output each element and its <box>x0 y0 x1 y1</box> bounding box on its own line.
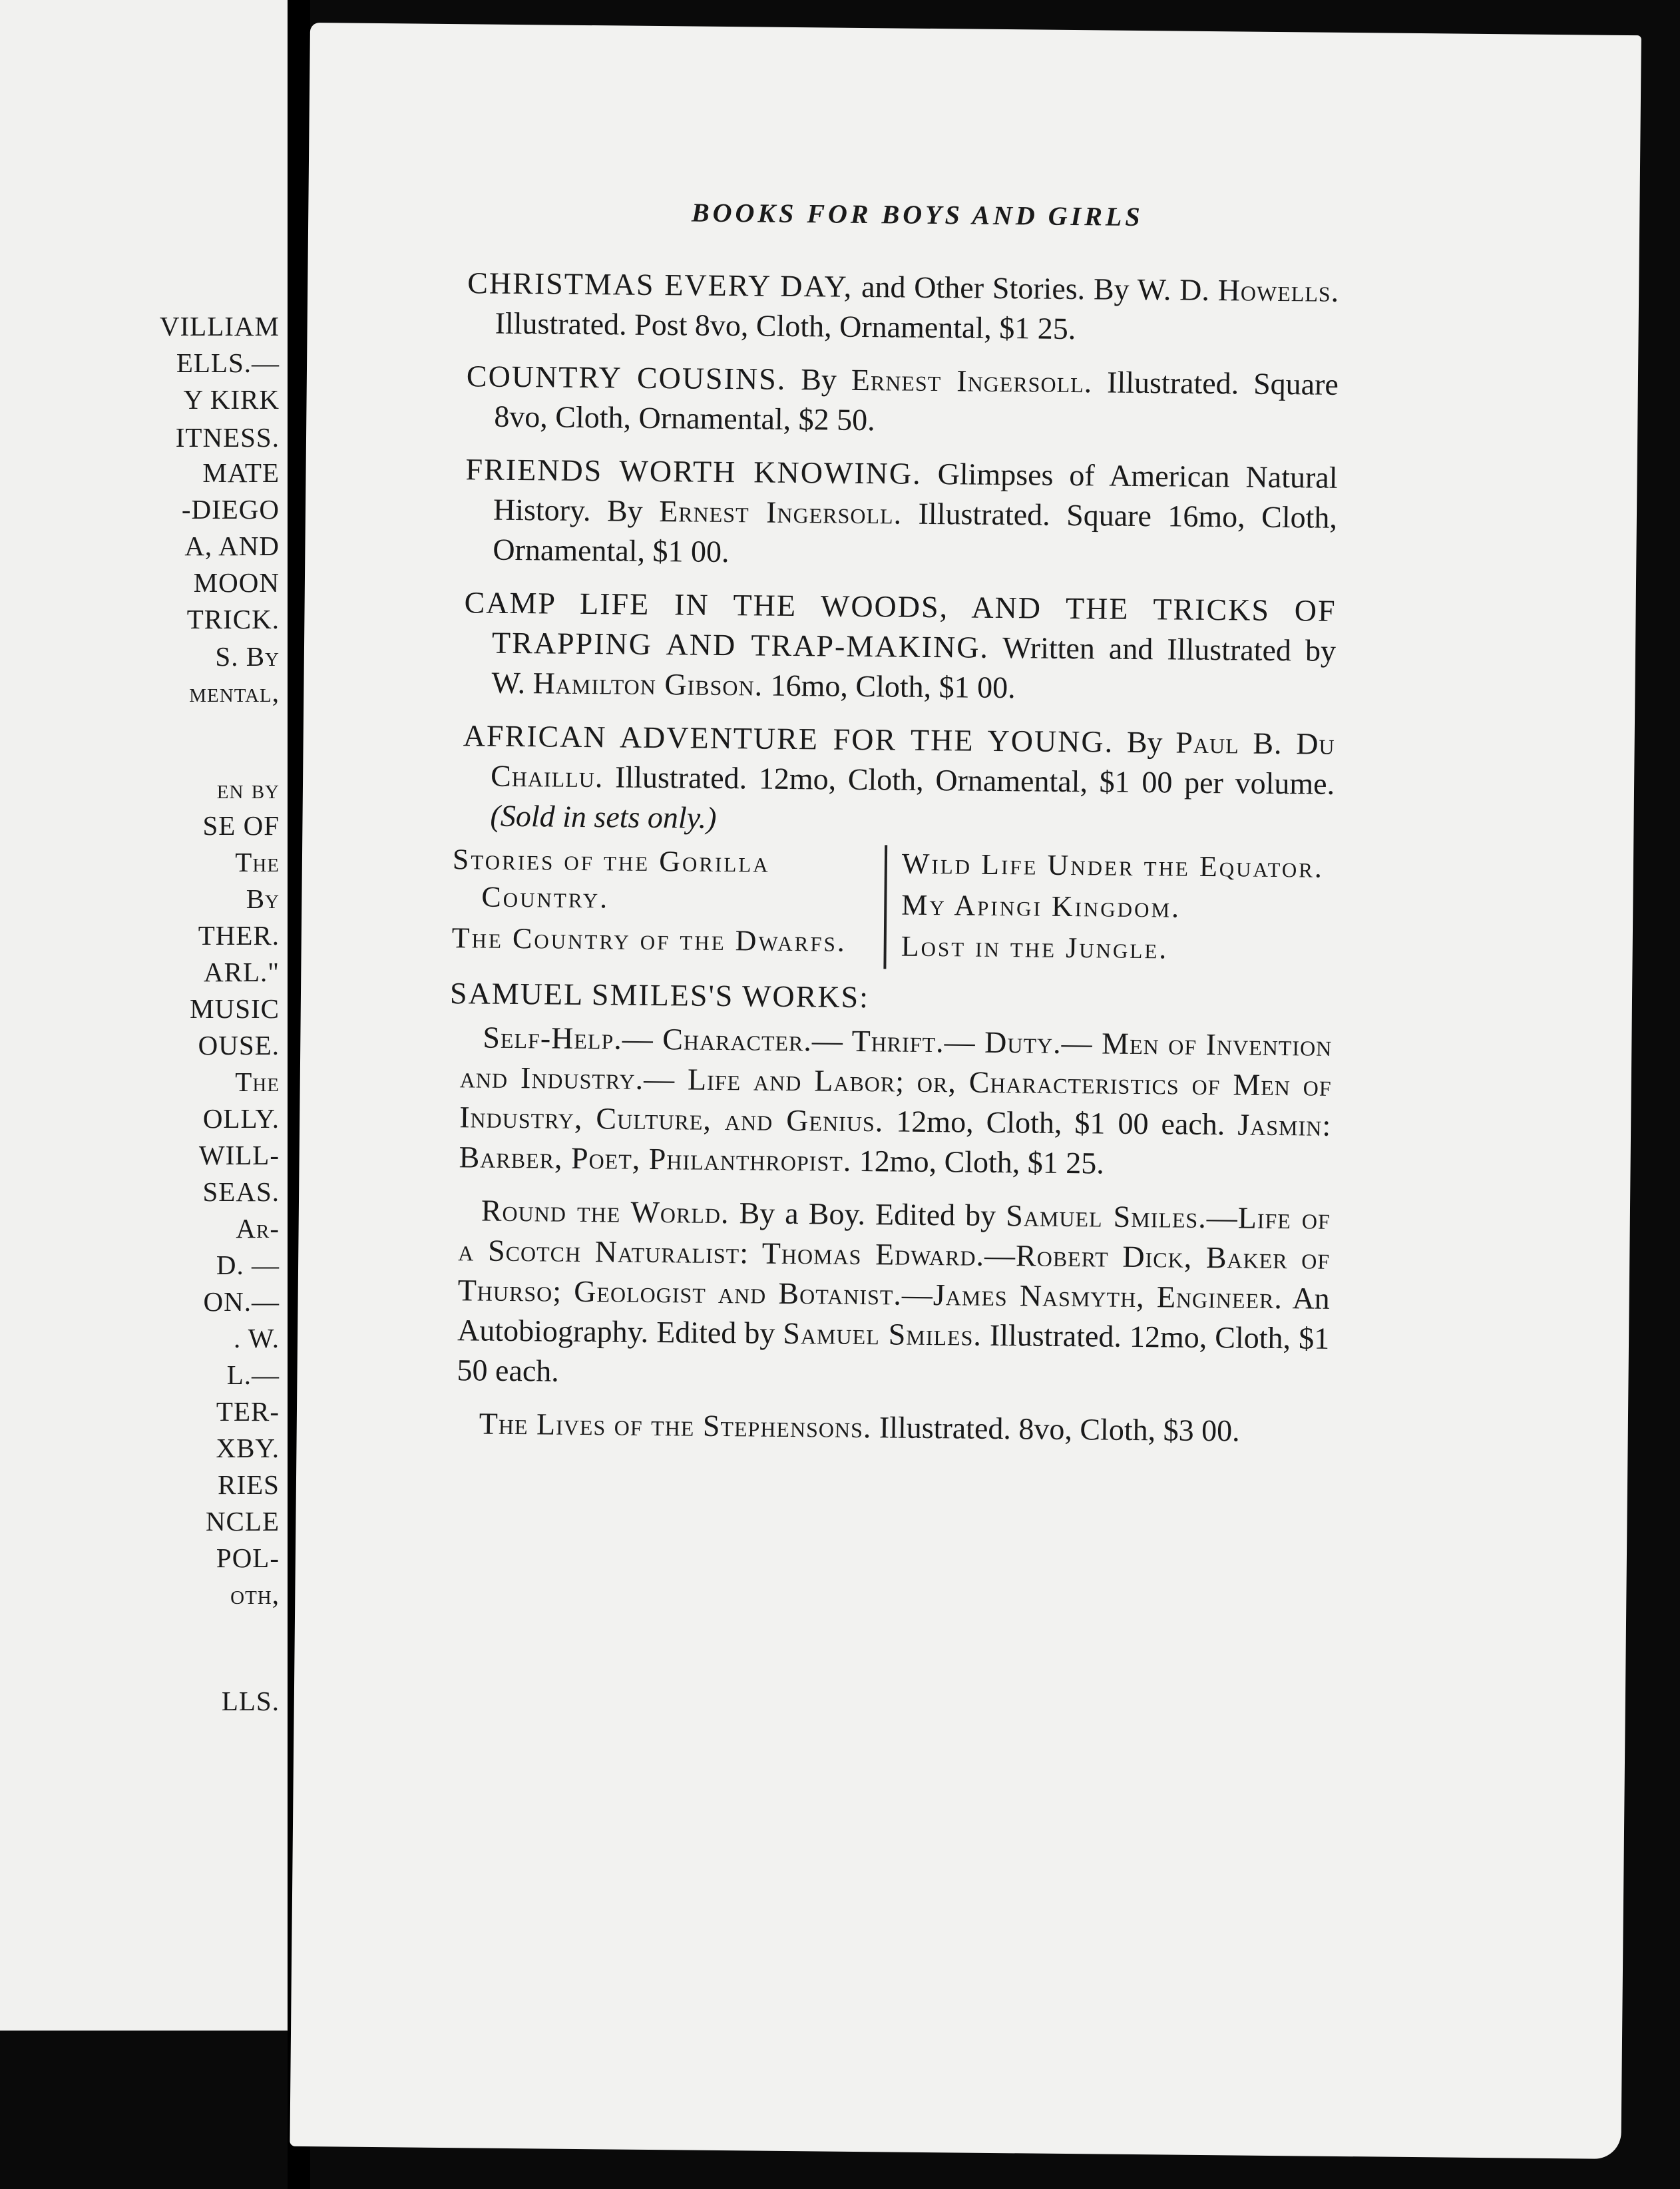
entry-country-cousins <box>466 356 1339 445</box>
left-page-line: A, AND <box>184 531 280 561</box>
entry-text: 16mo, Cloth, $1 00. <box>762 668 1016 705</box>
entry-author: Howells. <box>1217 273 1340 308</box>
entry-text: Illustrated. 12mo, Cloth, $1 50 each. <box>457 1318 1330 1388</box>
left-page-line: OLLY. <box>202 1103 280 1134</box>
left-page-line: The <box>235 1067 280 1097</box>
left-page-line: ARL." <box>204 957 280 987</box>
left-page-line: By <box>246 883 280 914</box>
book-titles: Jasmin: Barber, Poet, Philanthropist. <box>459 1107 1332 1178</box>
volume-title: Wild Life Under the Equator. <box>901 847 1325 884</box>
left-page-line: MOON <box>193 567 280 598</box>
left-page-line: The <box>235 847 280 877</box>
left-page-line: SEAS. <box>202 1176 280 1207</box>
entry-text: Illustrated. 12mo, Cloth, Ornamental, $1 00 per volume. <box>603 760 1335 801</box>
left-page-line: Y KIRK <box>183 384 280 415</box>
volumes-column-right <box>883 845 1334 973</box>
page-body <box>449 194 1340 1465</box>
left-page-line: ITNESS. <box>175 422 280 453</box>
entry-text: Illustrated. Square 16mo, Cloth, Ornamental, $1 00. <box>493 496 1338 569</box>
entry-text: By a Boy. Edited by <box>729 1196 1006 1233</box>
entry-text: Written and Illustrated by W. <box>491 630 1337 700</box>
entry-friends-worth-knowing <box>465 449 1338 578</box>
left-page-line: TRICK. <box>186 604 280 634</box>
entry-text: Illustrated. Post 8vo, Cloth, Ornamental, $1 25. <box>495 306 1076 346</box>
left-page-line: L.— <box>226 1359 280 1390</box>
left-page-line: -DIEGO <box>181 494 280 525</box>
entry-title: CHRISTMAS EVERY DAY, <box>467 266 853 304</box>
entry-text: Illustrated. 8vo, Cloth, $3 00. <box>871 1410 1240 1448</box>
entry-author: Hamilton Gibson. <box>532 666 763 702</box>
left-page-line: oth, <box>230 1579 280 1610</box>
entry-text: 12mo, Cloth, $1 25. <box>851 1143 1105 1180</box>
volume-title: My Apingi Kingdom. <box>901 888 1181 924</box>
left-page-line: D. — <box>216 1250 280 1280</box>
entry-title: FRIENDS WORTH KNOWING. <box>465 452 922 491</box>
left-page-line: mental, <box>189 677 280 708</box>
volume-title: Lost in the Jungle. <box>901 929 1169 965</box>
entry-title: AFRICAN ADVENTURE FOR THE YOUNG. <box>463 718 1114 759</box>
left-page-line: XBY. <box>216 1433 280 1463</box>
left-page-line: RIES <box>218 1469 280 1500</box>
entry-african-adventure <box>462 716 1335 844</box>
smiles-paragraph-1 <box>459 1017 1332 1186</box>
volumes-column-left <box>451 841 885 969</box>
left-page-line: TER- <box>216 1396 280 1427</box>
left-page-line: S. By <box>215 641 280 672</box>
volume-title: Stories of the Gorilla Country. <box>452 843 770 915</box>
entry-author: Ernest Ingersoll. <box>658 494 903 531</box>
left-page-line: THER. <box>198 920 280 951</box>
section-heading-smiles: SAMUEL SMILES'S WORKS: <box>449 976 870 1015</box>
entry-text: Illustrated. Square 8vo, Cloth, Ornamental, $2 50. <box>494 365 1339 437</box>
running-head: BOOKS FOR BOYS AND GIRLS <box>691 197 1144 232</box>
left-page-line: SE OF <box>202 810 280 841</box>
left-page-line: VILLIAM <box>159 311 280 342</box>
book-titles: The Lives of the Stephensons. <box>479 1406 872 1445</box>
book-titles: Samuel Smiles.—Life of a Scotch Naturalist: Thomas Edward.—Robert Dick, Baker of Thurso; Geologist and Botanist.—James Nasmyth, Engineer. <box>457 1198 1331 1316</box>
entry-text: By <box>786 362 852 397</box>
entry-author: Paul B. Du Chaillu. <box>490 725 1335 794</box>
african-volumes-list <box>451 841 1334 973</box>
entry-title: COUNTRY COUSINS. <box>466 359 787 396</box>
left-page-line: Ar- <box>236 1213 280 1244</box>
book-titles: Round the World. <box>481 1193 730 1230</box>
entry-text: By <box>1113 724 1176 760</box>
entry-text: An Autobiography. Edited by <box>457 1281 1330 1350</box>
entry-text: 12mo, Cloth, $1 00 each. <box>883 1104 1238 1142</box>
left-facing-page <box>0 0 289 2031</box>
left-page-line: en by <box>216 774 280 804</box>
book-titles: Self-Help.— Character.— Thrift.— Duty.— Men of Invention and Industry.— Life and Labor; or, Characteristics of Men of Industry, Culture, and Genius. <box>459 1020 1333 1138</box>
smiles-paragraph-3 <box>457 1403 1329 1452</box>
left-page-line: NCLE <box>205 1506 280 1537</box>
entry-note: (Sold in sets only.) <box>490 798 717 835</box>
entry-title: CAMP LIFE IN THE WOODS, AND THE TRICKS OF TRAPPING AND TRAP-MAKING. <box>464 585 1337 664</box>
left-page-line: OUSE. <box>198 1030 280 1061</box>
left-page-line: ON.— <box>203 1286 280 1317</box>
left-page-line: MATE <box>202 457 280 488</box>
left-page-line: LLS. <box>221 1686 280 1716</box>
entry-author: Ernest Ingersoll. <box>851 362 1093 399</box>
left-page-line: WILL- <box>198 1140 280 1170</box>
entry-text: Glimpses of American Natural History. By <box>493 456 1338 529</box>
left-page-line: POL- <box>216 1543 280 1573</box>
left-page-line: MUSIC <box>190 993 280 1024</box>
smiles-paragraph-2 <box>457 1190 1331 1399</box>
entry-text: and Other Stories. By W. D. <box>853 269 1218 308</box>
entry-author: Samuel Smiles. <box>783 1316 982 1352</box>
entry-christmas-every-day <box>467 263 1339 352</box>
volume-title: The Country of the Dwarfs. <box>451 921 847 958</box>
left-page-line: ELLS.— <box>176 348 280 378</box>
book-page <box>290 23 1641 2159</box>
entry-camp-life <box>463 583 1337 711</box>
left-page-line: . W. <box>234 1323 280 1353</box>
